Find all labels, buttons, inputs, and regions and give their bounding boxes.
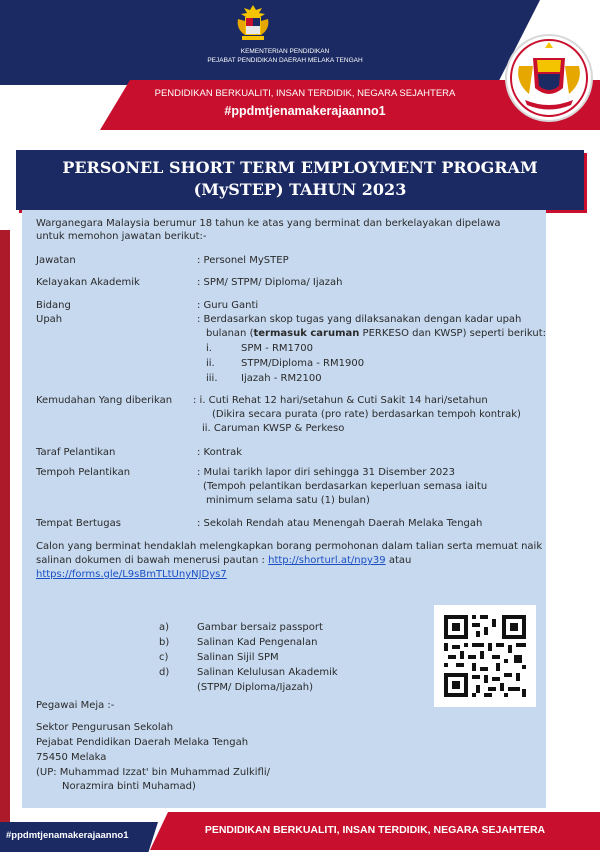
qr-code-icon <box>434 605 536 707</box>
contact-line: Pejabat Pendidikan Daerah Melaka Tengah <box>36 737 249 748</box>
kelayakan-label: Kelayakan Akademik <box>36 277 140 288</box>
malaysia-coat-of-arms-icon <box>233 3 273 43</box>
tempoh-line-2: (Tempoh pelantikan berdasarkan keperluan semasa iaitu <box>203 481 488 492</box>
tempat-label: Tempat Bertugas <box>36 518 121 529</box>
tempoh-line-3: minimum selama satu (1) bulan) <box>206 495 370 506</box>
footer-motto: PENDIDIKAN BERKUALITI, INSAN TERDIDIK, NEGARA SEJAHTERA <box>204 824 546 836</box>
title-line-1: PERSONEL SHORT TERM EMPLOYMENT PROGRAM <box>62 158 538 177</box>
upah-line-1: : Berdasarkan skop tugas yang dilaksanakan dengan kadar upah <box>197 314 522 325</box>
upah-line-2 <box>206 327 546 340</box>
document-item: Salinan Sijil SPM <box>197 652 279 663</box>
contact-line: (UP: Muhammad Izzat' bin Muhammad Zulkifli/ <box>36 767 270 778</box>
taraf-label: Taraf Pelantikan <box>36 447 116 458</box>
apply-line-2-post: atau <box>388 555 412 566</box>
ministry-line: KEMENTERIAN PENDIDIKAN <box>240 48 330 55</box>
kemudahan-label: Kemudahan Yang diberikan <box>36 395 173 406</box>
upah-line-2-pre: bulanan ( <box>206 328 254 339</box>
kelayakan-value: : SPM/ STPM/ Diploma/ Ijazah <box>197 277 343 288</box>
kemudahan-line-3: ii. Caruman KWSP & Perkeso <box>202 423 345 434</box>
upah-line-2-bold: termasuk caruman <box>253 328 360 339</box>
apply-line-1: Calon yang berminat hendaklah melengkapkan borang permohonan dalam talian serta memuat naik <box>36 541 543 552</box>
bidang-value: : Guru Ganti <box>197 300 259 311</box>
bidang-label: Bidang <box>36 300 71 311</box>
ministry-name <box>150 47 420 65</box>
tempat-value: : Sekolah Rendah atau Menengah Daerah Melaka Tengah <box>197 518 483 529</box>
document-item-extra: (STPM/ Diploma/Ijazah) <box>197 682 313 693</box>
header-motto: PENDIDIKAN BERKUALITI, INSAN TERDIDIK, NEGARA SEJAHTERA <box>154 88 456 99</box>
upah-label: Upah <box>36 314 63 325</box>
jawatan-value: : Personel MySTEP <box>197 255 289 266</box>
kemudahan-line-2: (Dikira secara purata (pro rate) berdasarkan tempoh kontrak) <box>212 409 521 420</box>
forms-link-row <box>36 568 227 581</box>
header-hashtag: #ppdmtjenamakerajaanno1 <box>224 104 386 118</box>
jawatan-label: Jawatan <box>36 255 76 266</box>
contact-line: 75450 Melaka <box>36 752 107 763</box>
rate-num: iii. <box>206 373 218 384</box>
kemudahan-line-1: : i. Cuti Rehat 12 hari/setahun & Cuti Sakit 14 hari/setahun <box>193 395 488 406</box>
apply-line-2-pre: salinan dokumen di bawah menerusi pautan : <box>36 555 265 566</box>
contact-heading: Pegawai Meja :- <box>36 700 115 711</box>
rate-num: ii. <box>206 358 215 369</box>
shorturl-link[interactable]: http://shorturl.at/npy39 <box>268 555 386 566</box>
document-letter: d) <box>159 667 170 678</box>
document-item: Salinan Kad Pengenalan <box>197 637 318 648</box>
rate-text: SPM - RM1700 <box>241 343 313 354</box>
tempoh-line-1: : Mulai tarikh lapor diri sehingga 31 Disember 2023 <box>197 467 456 478</box>
taraf-value: : Kontrak <box>197 447 243 458</box>
google-forms-link[interactable]: https://forms.gle/L9sBmTLtUnyNJDys7 <box>36 569 227 580</box>
document-item: Gambar bersaiz passport <box>197 622 323 633</box>
contact-line: Sektor Pengurusan Sekolah <box>36 722 174 733</box>
document-letter: c) <box>159 652 169 663</box>
apply-line-2 <box>36 554 411 567</box>
document-item: Salinan Kelulusan Akademik <box>197 667 338 678</box>
content-panel <box>22 210 546 808</box>
left-accent-strip <box>0 230 10 840</box>
contact-line: Norazmira binti Muhamad) <box>62 781 196 792</box>
page-title <box>16 157 584 201</box>
upah-line-2-post: PERKESO dan KWSP) seperti berikut: <box>359 328 547 339</box>
rate-text: STPM/Diploma - RM1900 <box>241 358 365 369</box>
title-line-2: (MySTEP) TAHUN 2023 <box>193 180 407 199</box>
rate-num: i. <box>206 343 212 354</box>
document-letter: b) <box>159 637 170 648</box>
qr-code-container[interactable] <box>434 605 536 707</box>
tempoh-label: Tempoh Pelantikan <box>36 467 131 478</box>
intro-text: Warganegara Malaysia berumur 18 tahun ke atas yang berminat dan berkelayakan dipelawa untuk memohon jawatan berikut:- <box>36 218 501 242</box>
footer-hashtag: #ppdmtjenamakerajaanno1 <box>6 830 129 841</box>
office-line: PEJABAT PENDIDIKAN DAERAH MELAKA TENGAH <box>207 57 363 64</box>
document-letter: a) <box>159 622 170 633</box>
melaka-crest-badge-icon <box>505 34 593 122</box>
rate-text: Ijazah - RM2100 <box>241 373 322 384</box>
